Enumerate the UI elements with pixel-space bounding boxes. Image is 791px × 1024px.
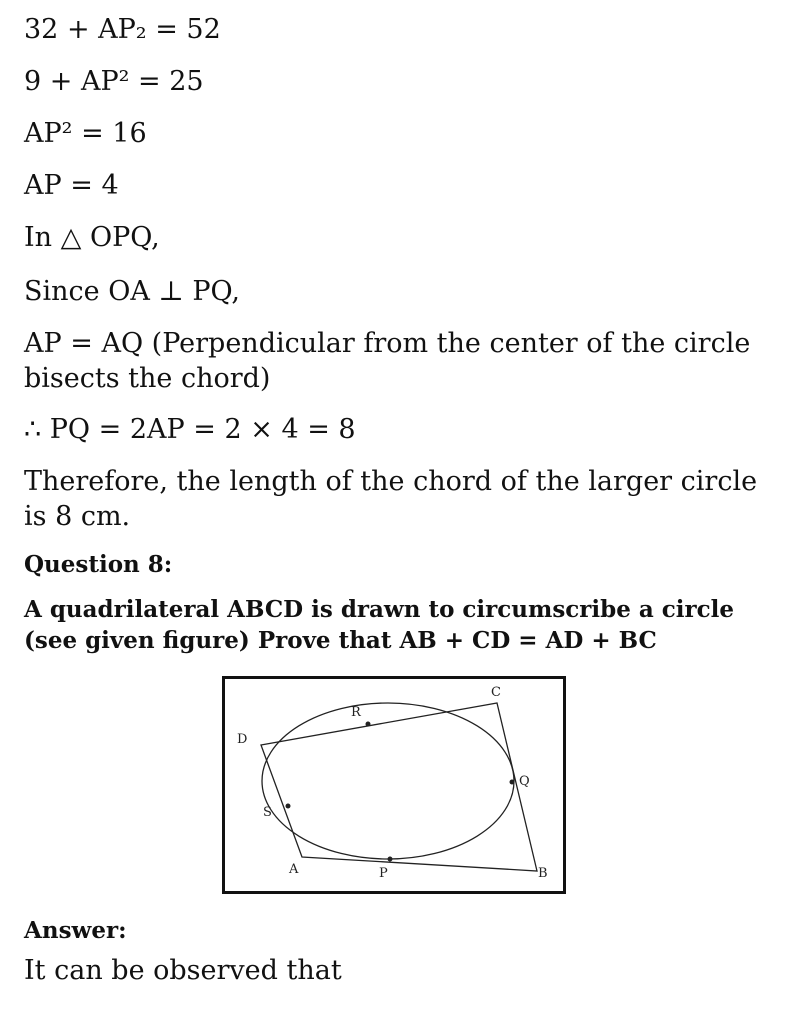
tangent-point-p [388, 857, 393, 862]
label-c: C [491, 685, 501, 700]
conclusion-text: Therefore, the length of the chord of the larger circle is 8 cm. [24, 466, 758, 532]
question-line-1: A quadrilateral ABCD is drawn to circumscribe a circle [24, 596, 735, 623]
question-line-2: (see given figure) Prove that AB + CD = AD + BC [24, 627, 657, 654]
question-heading: Question 8: [24, 551, 173, 578]
label-q: Q [519, 774, 530, 789]
equation-step-3: AP² = 16 [24, 118, 147, 149]
quadrilateral-abcd [261, 703, 537, 871]
label-d: D [237, 732, 248, 747]
equation-step-2: 9 + AP² = 25 [24, 66, 204, 97]
tangent-point-s [286, 804, 291, 809]
perpendicular-statement: Since OA ⊥ PQ, [24, 276, 240, 307]
bisect-explanation: AP = AQ (Perpendicular from the center of the circle bisects the chord) [24, 328, 751, 394]
answer-text: It can be observed that [24, 955, 342, 986]
triangle-statement: In △ OPQ, [24, 222, 160, 253]
quadrilateral-figure [222, 676, 566, 894]
label-s: S [263, 805, 272, 820]
label-b: B [538, 866, 548, 881]
equation-step-4: AP = 4 [24, 170, 119, 201]
tangent-point-r [366, 722, 371, 727]
tangent-point-q [510, 780, 515, 785]
chord-length-calculation: ∴ PQ = 2AP = 2 × 4 = 8 [24, 414, 356, 445]
figure-diagram [225, 679, 563, 891]
equation-step-1: 32 + AP₂ = 52 [24, 14, 221, 45]
label-p: P [379, 866, 388, 881]
label-a: A [289, 862, 299, 877]
inscribed-circle [262, 703, 514, 859]
label-r: R [351, 705, 361, 720]
answer-heading: Answer: [24, 917, 127, 944]
